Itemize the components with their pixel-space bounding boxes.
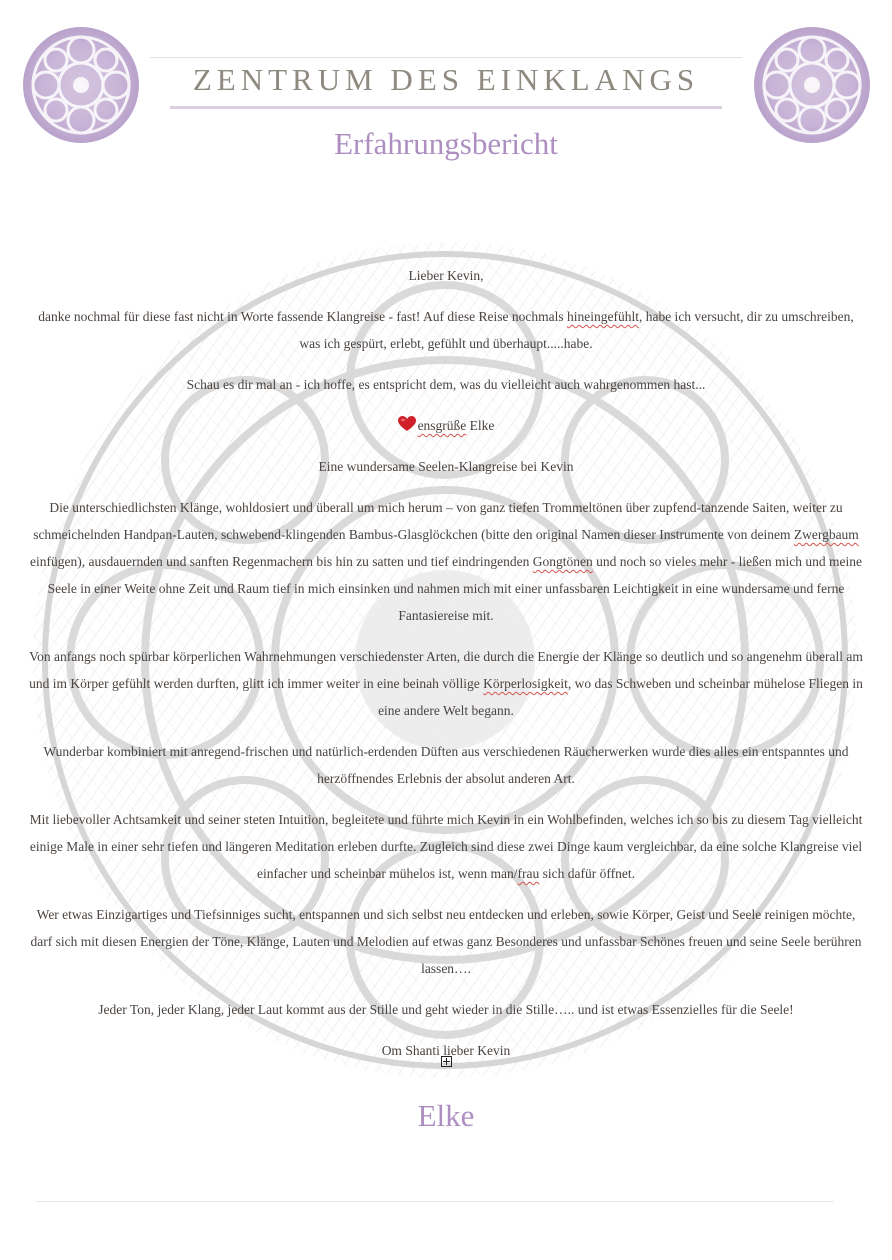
page-header — [0, 0, 892, 200]
paragraph-text: Mit liebevoller Achtsamkeit und seiner steten Intuition, begleitete und führte mich Kevin in ein Wohlbefinden, welches ich so bis zu diesem Tag vielleicht einige Male in einer sehr tiefen und längeren Meditation erleben durfte. Zugleich sind diese zwei Dinge kaum vergleichbar, da eine solche Klangreise viel einfacher und scheinbar mühelos ist, wenn man/ — [29, 812, 863, 881]
paragraph-2 — [28, 643, 864, 724]
look-paragraph: Schau es dir mal an - ich hoffe, es entspricht dem, was du vielleicht auch wahrgenommen hast... — [186, 377, 706, 392]
intro-paragraph — [28, 303, 864, 357]
paragraph-6: Jeder Ton, jeder Klang, jeder Laut kommt aus der Stille und geht wieder in die Stille….. und ist etwas Essenzielles für die Seele! — [98, 1002, 794, 1017]
paragraph-5: Wer etwas Einzigartiges und Tiefsinniges sucht, entspannen und sich selbst neu entdecken und erleben, sowie Körper, Geist und Seele reinigen möchte, darf sich mit diesen Energien der Töne, Klänge, Lauten und Melodien auf etwas ganz Besonderes und unfassbar Schönes freuen und seine Seele berühren lassen…. — [30, 907, 862, 976]
brand-title: ZENTRUM DES EINKLANGS — [192, 62, 700, 97]
spellcheck-word: Gongtönen — [532, 554, 593, 569]
spellcheck-word: Körperlosigkeit — [483, 676, 568, 691]
paragraph-text: Die unterschiedlichsten Klänge, wohldosiert und überall um mich herum – von ganz tiefen Trommeltönen über zupfend-tanzende Saiten, weiter zu schmeichelnden Handpan-Lauten, schwebend-klingenden Bambus-Glasglöckchen (bitte den original Namen dieser Instrumente von deinem — [33, 500, 843, 542]
paragraph-text: , wo das Schweben und scheinbar mühelose Fliegen in eine andere Welt begann. — [378, 676, 863, 718]
intro-text: , habe ich versucht, dir zu umschreiben, was ich gespürt, erlebt, gefühlt und überhaupt.....habe. — [299, 309, 854, 351]
heart-icon — [398, 416, 416, 432]
paragraph-text: sich dafür öffnet. — [539, 866, 636, 881]
intro-text: danke nochmal für diese fast nicht in Worte fassende Klangreise - fast! Auf diese Reise nochmals — [38, 309, 567, 324]
spellcheck-word: ensgrüße — [417, 418, 467, 433]
header-top-rule — [150, 57, 742, 58]
regards-name: Elke — [466, 418, 495, 433]
regards-line — [28, 412, 864, 439]
paragraph-text: einfügen), ausdauernden und sanften Regenmachern bis hin zu satten und tief eindringenden — [30, 554, 533, 569]
closing-line: Om Shanti lieber Kevin — [381, 1043, 511, 1058]
brand-underline — [170, 106, 722, 109]
paragraph-1 — [28, 494, 864, 629]
story-title: Eine wundersame Seelen-Klangreise bei Kevin — [318, 459, 574, 474]
spellcheck-word: frau — [517, 866, 540, 881]
footer-rule — [36, 1201, 834, 1202]
spellcheck-word: hineingefühlt — [566, 309, 639, 324]
paragraph-text: Von anfangs noch spürbar körperlichen Wahrnehmungen verschiedenster Arten, die durch die Energie der Klänge so deutlich und so angenehm überall am und im Körper gefühlt werden durften, glitt ich immer weiter in eine beinah völlige — [29, 649, 863, 691]
paragraph-text: und noch so vieles mehr - ließen mich und meine Seele in einer Weite ohne Zeit und Raum tief in mich einsinken und nahmen mich mit einer unfassbaren Leichtigkeit in eine wundersame und ferne Fantasiereise mit. — [47, 554, 862, 623]
signature: Elke — [417, 1098, 475, 1133]
page-subtitle: Erfahrungsbericht — [334, 126, 558, 161]
mandala-medallion-icon — [753, 26, 871, 144]
letter-body — [28, 262, 864, 1067]
table-anchor-icon[interactable] — [441, 1056, 452, 1067]
paragraph-4 — [28, 806, 864, 887]
greeting: Lieber Kevin, — [408, 268, 484, 283]
paragraph-3: Wunderbar kombiniert mit anregend-frischen und natürlich-erdenden Düften aus verschiedenen Räucherwerken wurde dies alles ein entspanntes und herzöffnendes Erlebnis der absolut anderen Art. — [43, 744, 849, 786]
spellcheck-word: Zwergbaum — [793, 527, 859, 542]
